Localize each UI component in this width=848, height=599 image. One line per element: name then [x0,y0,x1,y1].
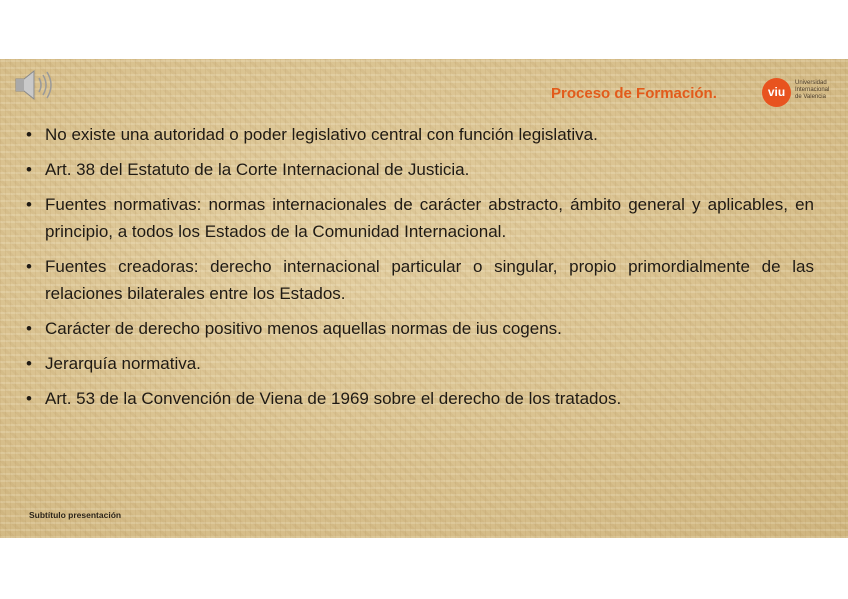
footer-subtitle: Subtítulo presentación [29,510,122,520]
bullet-item [24,191,814,245]
bullet-item [24,315,814,342]
slide [0,59,848,538]
bullet-dot-icon: • [26,257,32,276]
bullet-dot-icon: • [26,319,32,338]
speaker-icon[interactable] [12,67,56,103]
slide-title: Proceso de Formación. [551,85,717,102]
bullet-dot-icon: • [26,354,32,373]
bullet-text: No existe una autoridad o poder legislativo central con función legislativa. [45,125,598,144]
bullet-dot-icon: • [26,125,32,144]
bullet-text: Carácter de derecho positivo menos aquellas normas de ius cogens. [45,319,562,338]
bullet-item [24,350,814,377]
bullet-text: Fuentes normativas: normas internacionales de carácter abstracto, ámbito general y aplicables, en principio, a todos los Estados de la Comunidad Internacional. [45,195,814,241]
bullet-item [24,385,814,412]
bullet-list [24,121,814,420]
bullet-text: Fuentes creadoras: derecho internacional particular o singular, propio primordialmente de las relaciones bilaterales entre los Estados. [45,257,814,303]
bullet-text: Art. 38 del Estatuto de la Corte Internacional de Justicia. [45,160,470,179]
bullet-item [24,156,814,183]
viu-logo: viu [762,78,791,107]
bullet-dot-icon: • [26,389,32,408]
logo-line: Universidad [795,80,827,86]
logo-line: Internacional [795,87,830,93]
bullet-item [24,121,814,148]
bullet-dot-icon: • [26,195,32,214]
bullet-item [24,253,814,307]
logo-text [795,80,841,101]
bullet-text: Jerarquía normativa. [45,354,201,373]
logo-line: de Valencia [795,94,826,100]
bullet-text: Art. 53 de la Convención de Viena de 1969 sobre el derecho de los tratados. [45,389,622,408]
bullet-dot-icon: • [26,160,32,179]
